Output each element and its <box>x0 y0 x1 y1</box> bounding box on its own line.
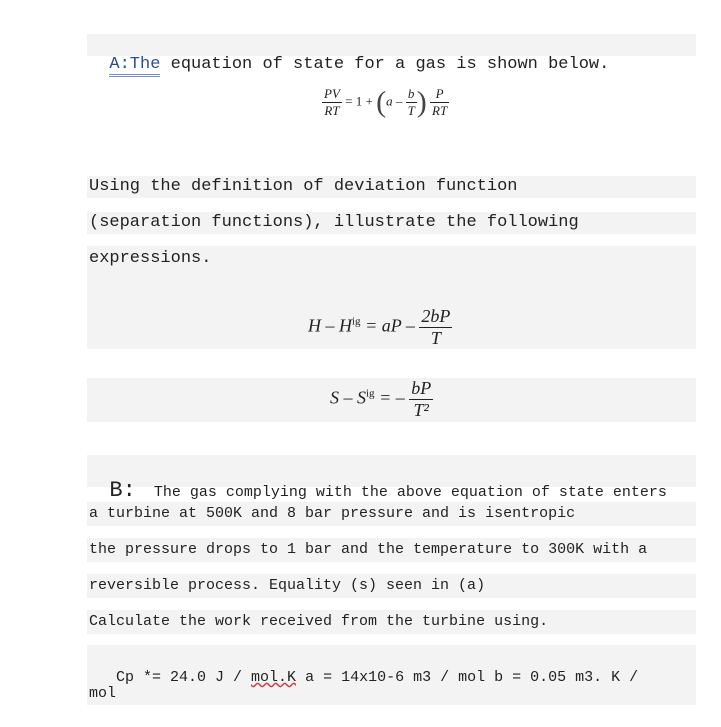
eq-s-den: T² <box>413 400 429 420</box>
eq1-p-num: P <box>430 86 449 103</box>
part-b-label: B: <box>109 478 136 503</box>
part-a-label: A:The <box>109 55 160 77</box>
params-post: a = 14x10-6 m3 / mol b = 0.05 m3. K / <box>296 669 639 686</box>
equation-of-state <box>322 86 449 119</box>
eq1-open-paren: ( <box>376 85 387 119</box>
eq-h-sup: ig <box>352 315 361 328</box>
eq1-b-fraction <box>406 86 417 119</box>
part-a-text-line: (separation functions), illustrate the following <box>89 213 579 232</box>
part-a-intro <box>89 35 609 75</box>
eq-s-sup: ig <box>366 387 375 400</box>
part-b-line: Calculate the work received from the turbine using. <box>89 613 549 630</box>
params-pre: Cp *= 24.0 J / <box>107 669 252 686</box>
eq1-p-fraction <box>430 86 449 119</box>
eq1-middle: = 1 + <box>345 93 373 109</box>
part-a-text-line: Using the definition of deviation function <box>89 177 518 196</box>
eq-h-num: 2bP <box>421 306 451 326</box>
eq-s-lhs: S – S <box>330 387 366 408</box>
eq1-lhs-fraction <box>322 86 342 119</box>
eq1-close-paren: ) <box>416 85 427 119</box>
eq1-minus: – <box>395 93 403 109</box>
part-a-intro-text: equation of state for a gas is shown below. <box>160 55 610 74</box>
params-underlined: mol.K <box>251 669 297 686</box>
part-b-first-line <box>89 461 667 503</box>
eq1-lhs-num: PV <box>324 86 340 101</box>
entropy-deviation-equation <box>330 378 433 421</box>
eq1-b-den: T <box>407 103 415 118</box>
eq1-b-num: b <box>406 86 417 103</box>
eq-s-fraction <box>409 378 433 421</box>
part-b-line: reversible process. Equality (s) seen in (a) <box>89 577 486 594</box>
eq1-a: a <box>386 93 393 109</box>
part-b-first-text: The gas complying with the above equation of state enters <box>135 484 667 501</box>
eq-h-den: T <box>430 328 441 348</box>
eq1-p-den: RT <box>432 103 448 118</box>
eq-s-rhs: = – <box>379 387 405 408</box>
eq-h-lhs: H – H <box>308 315 352 336</box>
enthalpy-deviation-equation <box>308 306 452 349</box>
part-b-params <box>89 648 638 688</box>
eq-h-fraction <box>419 306 452 349</box>
eq-h-rhs: = aP – <box>365 315 415 336</box>
part-a-text-line: expressions. <box>89 249 212 268</box>
eq1-lhs-den: RT <box>324 103 340 118</box>
part-b-last: mol <box>89 685 117 702</box>
eq-s-num: bP <box>411 378 432 398</box>
part-b-line: the pressure drops to 1 bar and the temperature to 300K with a <box>89 541 648 558</box>
part-b-line: a turbine at 500K and 8 bar pressure and is isentropic <box>89 505 576 522</box>
